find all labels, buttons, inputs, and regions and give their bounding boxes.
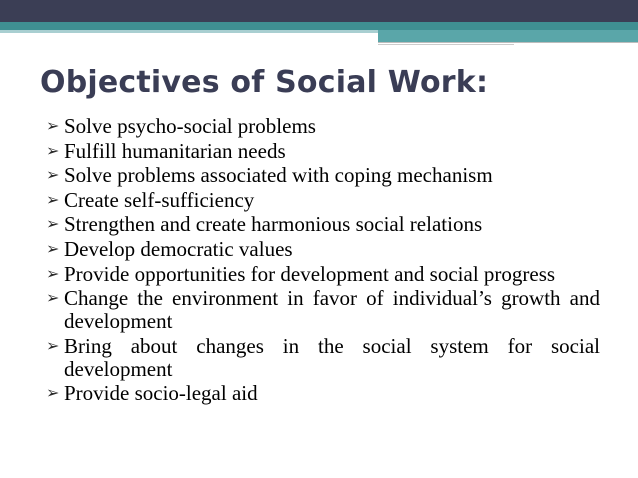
list-item	[46, 382, 600, 405]
list-item	[46, 263, 600, 286]
list-item	[46, 115, 600, 138]
list-item	[46, 335, 600, 381]
arrow-bullet-icon: ➢	[46, 167, 60, 185]
header-bar	[0, 0, 638, 22]
list-item-text: Solve problems associated with coping mechanism	[64, 163, 493, 188]
list-item-text: Bring about changes in the social system for social development	[64, 333, 600, 381]
list-item-text: Change the environment in favor of individual’s growth and development	[64, 286, 600, 334]
list-item-text: Strengthen and create harmonious social relations	[64, 212, 483, 237]
objectives-list	[46, 115, 600, 407]
list-item-text: Create self-sufficiency	[64, 187, 255, 212]
arrow-bullet-icon: ➢	[46, 216, 60, 234]
arrow-bullet-icon: ➢	[46, 142, 60, 160]
header-rule	[378, 42, 638, 43]
list-item	[46, 213, 600, 236]
arrow-bullet-icon: ➢	[46, 337, 60, 355]
header-teal-band	[0, 22, 638, 30]
list-item-text: Provide opportunities for development and social progress	[64, 261, 556, 286]
arrow-bullet-icon: ➢	[46, 118, 60, 135]
arrow-bullet-icon: ➢	[46, 240, 60, 258]
arrow-bullet-icon: ➢	[46, 265, 60, 283]
arrow-bullet-icon: ➢	[46, 385, 60, 403]
list-item	[46, 164, 600, 187]
arrow-bullet-icon: ➢	[46, 191, 60, 209]
list-item	[46, 287, 600, 333]
list-item-text: Provide socio-legal aid	[64, 381, 258, 406]
list-item	[46, 238, 600, 261]
list-item	[46, 140, 600, 163]
arrow-bullet-icon: ➢	[46, 290, 60, 308]
slide-title: Objectives of Social Work:	[40, 65, 489, 100]
list-item-text: Develop democratic values	[64, 236, 293, 261]
header-rule-short	[378, 44, 514, 45]
header-accent-block	[378, 30, 638, 42]
list-item-text: Fulfill humanitarian needs	[64, 138, 286, 163]
list-item-text: Solve psycho-social problems	[64, 114, 316, 138]
list-item	[46, 189, 600, 212]
